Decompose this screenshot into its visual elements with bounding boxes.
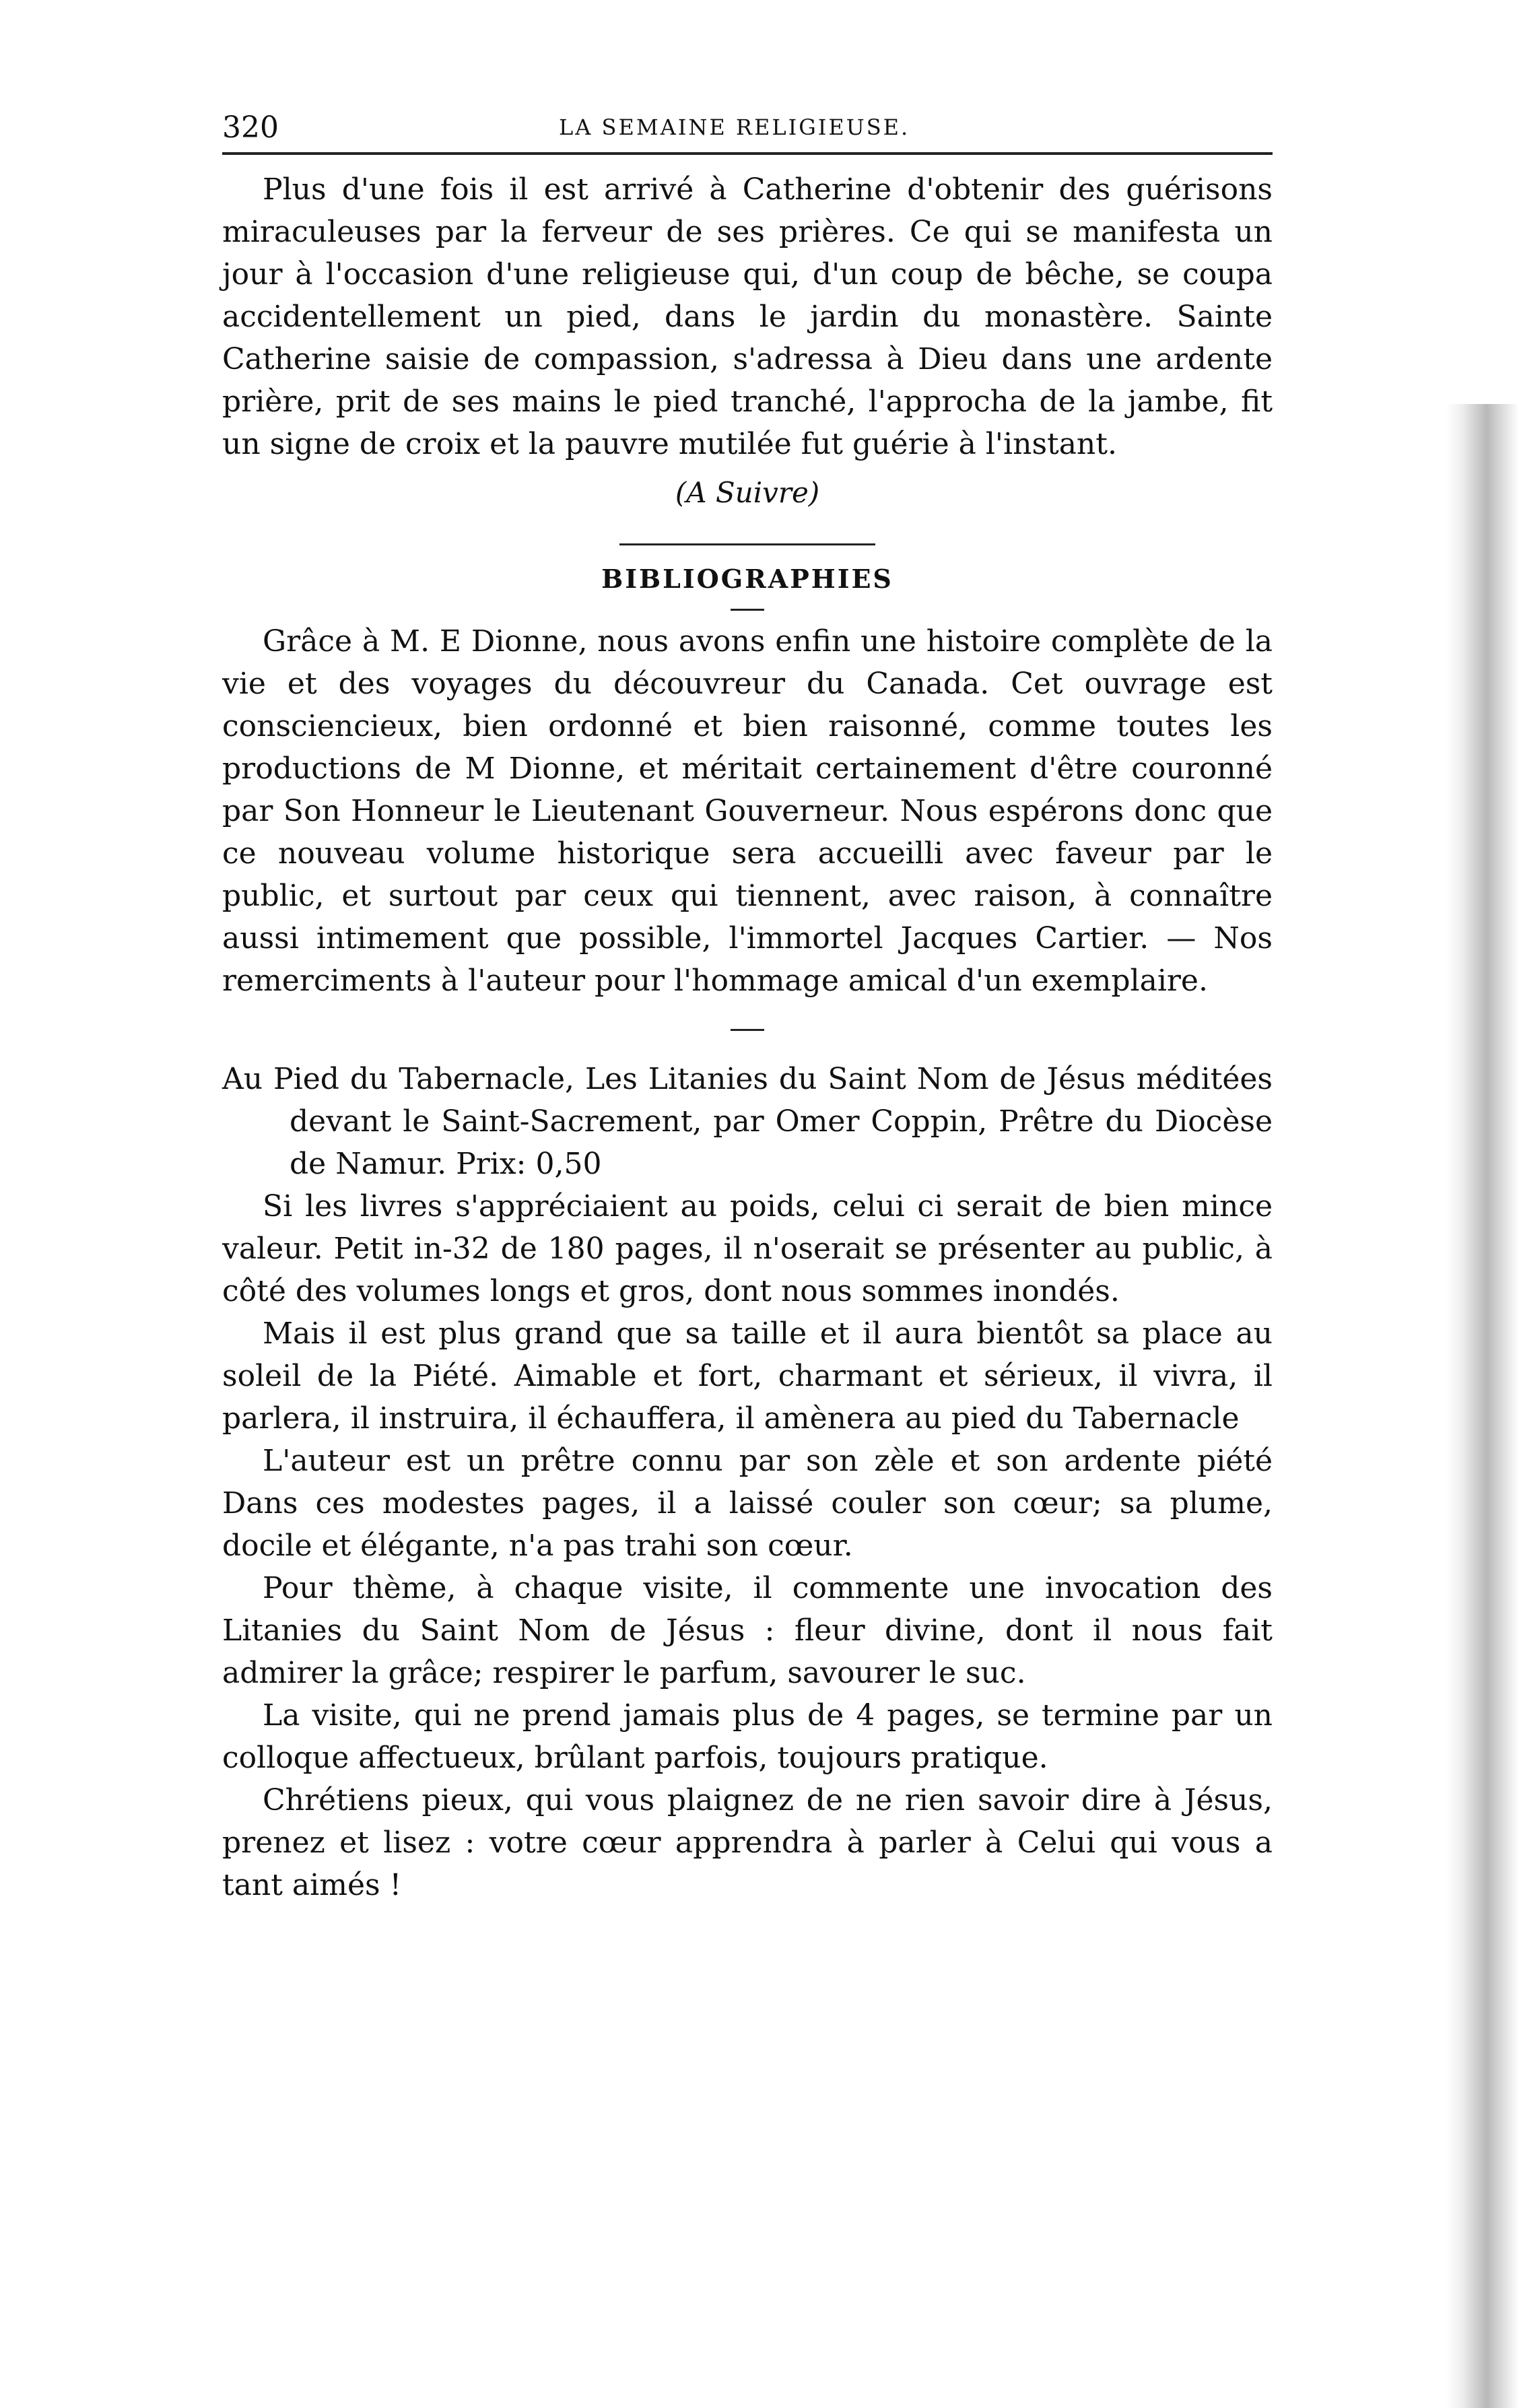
page <box>222 101 1273 1906</box>
to-be-continued: (A Suivre) <box>675 476 820 509</box>
running-head <box>222 101 1273 148</box>
dionne-review: Grâce à M. E Dionne, nous avons enfin une histoire complète de la vie et des voyages du découvreur du Canada. Cet ouvrage est consciencieux, bien ordonné et bien raisonné, comme toutes les productions de M Dionne, et méritait certainement d'être couronné par Son Honneur le Lieutenant Gouverneur. Nous espérons donc que ce nouveau volume historique sera accueilli avec faveur par le public, et surtout par ceux qui tiennent, avec raison, à connaître aussi intimement que possible, l'immortel Jacques Cartier. — Nos remerciments à l'auteur pour l'hommage amical d'un exemplaire. <box>222 624 1273 998</box>
section-heading: BIBLIOGRAPHIES <box>601 564 893 594</box>
short-divider <box>731 609 764 611</box>
review-paragraph: Mais il est plus grand que sa taille et il aura bientôt sa place au soleil de la Piété. Aimable et fort, charmant et sérieux, il vivra, il parlera, il instruira, il échauffera, il amènera au pied du Tabernacle <box>222 1316 1273 1436</box>
review-paragraph: L'auteur est un prêtre connu par son zèle et son ardente piété Dans ces modestes pages, il a laissé couler son cœur; sa plume, docile et élégante, n'a pas trahi son cœur. <box>222 1444 1273 1563</box>
review-paragraph: La visite, qui ne prend jamais plus de 4 pages, se termine par un colloque affectueux, brûlant parfois, toujours pratique. <box>222 1698 1273 1775</box>
page-number: 320 <box>222 110 279 145</box>
book-entry: Au Pied du Tabernacle, Les Litanies du Saint Nom de Jésus méditées devant le Saint-Sacrement, par Omer Coppin, Prêtre du Diocèse de Namur. Prix: 0,50 <box>222 1062 1273 1181</box>
short-divider <box>731 1029 764 1031</box>
page-edge-shadow <box>1357 404 1519 2408</box>
review-paragraph: Si les livres s'appréciaient au poids, celui ci serait de bien mince valeur. Petit in-32 de 180 pages, il n'oserait se présenter au public, à côté des volumes longs et gros, dont nous sommes inondés. <box>222 1189 1273 1308</box>
section-divider <box>619 543 875 545</box>
running-title: LA SEMAINE RELIGIEUSE. <box>559 114 910 140</box>
review-paragraph: Pour thème, à chaque visite, il commente une invocation des Litanies du Saint Nom de Jésus : fleur divine, dont il nous fait admirer la grâce; respirer le parfum, savourer le suc. <box>222 1571 1273 1690</box>
continuation-paragraph: Plus d'une fois il est arrivé à Catherine d'obtenir des guérisons miraculeuses par la ferveur de ses prières. Ce qui se manifesta un jour à l'occasion d'une religieuse qui, d'un coup de bêche, se coupa accidentellement un pied, dans le jardin du monastère. Sainte Catherine saisie de compassion, s'adressa à Dieu dans une ardente prière, prit de ses mains le pied tranché, l'approcha de la jambe, fit un signe de croix et la pauvre mutilée fut guérie à l'instant. <box>222 172 1273 461</box>
review-paragraph: Chrétiens pieux, qui vous plaignez de ne rien savoir dire à Jésus, prenez et lisez : votre cœur apprendra à parler à Celui qui vous a tant aimés ! <box>222 1783 1273 1902</box>
header-rule <box>222 152 1273 155</box>
